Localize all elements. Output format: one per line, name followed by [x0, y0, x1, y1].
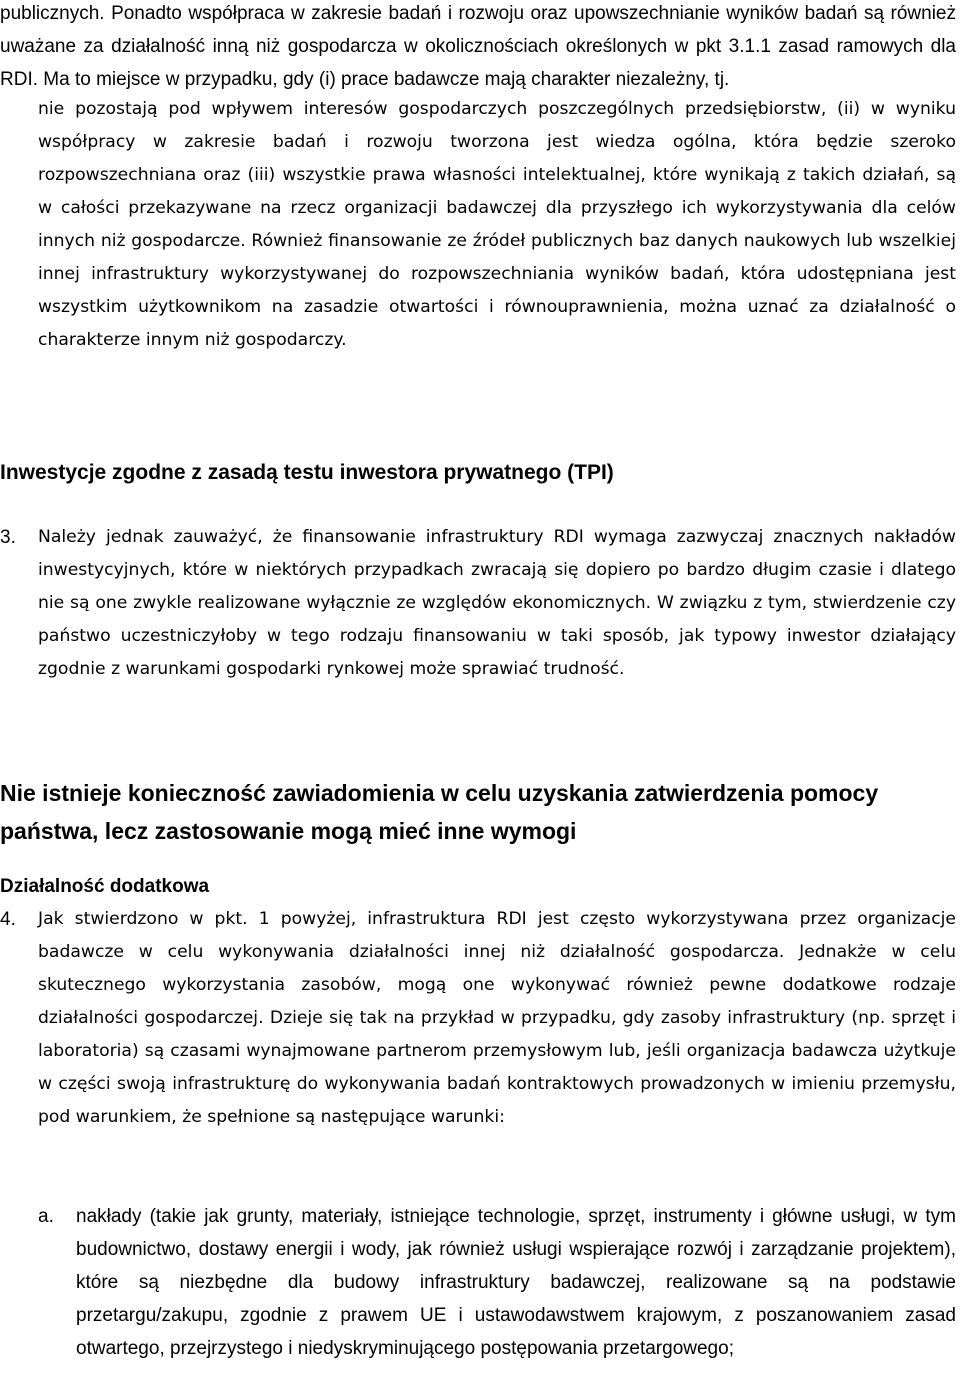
intro-continued-text: nie pozostają pod wpływem interesów gospodarczych poszczególnych przedsiębiorstw, (ii) w wyniku współpracy w zakresie badań i rozwoju tworzona jest wiedza ogólna, która będzie szeroko rozpowszechniana oraz (iii) wszystkie prawa własności intelektualnej, które wynikają z takich działań, są w całości przekazywane na rzecz organizacji badawczej dla przyszłego ich wykorzystywania dla celów innych niż gospodarcze. Również finansowanie ze źródeł publicznych baz danych naukowych lub wszelkiej innej infrastruktury wykorzystywanej do rozpowszechniania wyników badań, która udostępniana jest wszystkim użytkownikom na zasadzie otwartości i równouprawnienia, można uznać za działalność o charakterze innym niż gospodarczy. [38, 99, 956, 350]
section-heading-notification: Nie istnieje konieczność zawiadomienia w celu uzyskania zatwierdzenia pomocy państwa, lecz zastosowanie mogą mieć inne wymogi [0, 780, 879, 844]
paragraph-3 [38, 521, 956, 721]
intro-text: publicznych. Ponadto współpraca w zakresie badań i rozwoju oraz upowszechnianie wyników badań są również uważane za działalność inną niż gospodarcza w okolicznościach określonych w pkt 3.1.1 zasad ramowych dla RDI. Ma to miejsce w przypadku, gdy (i) prace badawcze mają charakter niezależny, tj. [0, 3, 956, 90]
intro-paragraph [0, 0, 956, 97]
list-item-a [76, 1200, 956, 1400]
paragraph-number-4: 4. [0, 909, 16, 930]
list-item-a-marker: a. [38, 1206, 54, 1227]
paragraph-4 [38, 903, 956, 1173]
paragraph-number-3: 3. [0, 527, 16, 548]
intro-continued-paragraph [38, 93, 956, 393]
list-item-a-text: nakłady (takie jak grunty, materiały, istniejące technologie, sprzęt, instrumenty i główne usługi, w tym budownictwo, dostawy energii i wody, jak również usługi wspierające rozwój i zarządzanie projektem), które są niezbędne dla budowy infrastruktury badawczej, realizowane są na podstawie przetargu/zakupu, zgodnie z prawem UE i ustawodawstwem krajowym, z poszanowaniem zasad otwartego, przejrzystego i niedyskryminującego postępowania przetargowego; [76, 1206, 956, 1359]
paragraph-4-text: Jak stwierdzono w pkt. 1 powyżej, infrastruktura RDI jest często wykorzystywana przez organizacje badawcze w celu wykonywania działalności innej niż działalność gospodarcza. Jednakże w celu skutecznego wykorzystania zasobów, mogą one wykonywać również pewne dodatkowe rodzaje działalności gospodarczej. Dzieje się tak na przykład w przypadku, gdy zasoby infrastruktury (np. sprzęt i laboratoria) są czasami wynajmowane partnerom przemysłowym lub, jeśli organizacja badawcza użytkuje w części swoją infrastrukturę do wykonywania badań kontraktowych prowadzonych w imieniu przemysłu, pod warunkiem, że spełnione są następujące warunki: [38, 909, 956, 1127]
paragraph-3-text: Należy jednak zauważyć, że finansowanie infrastruktury RDI wymaga zazwyczaj znacznych nakładów inwestycyjnych, które w niektórych przypadkach zwracają się dopiero po bardzo długim czasie i dlatego nie są one zwykle realizowane wyłącznie ze względów ekonomicznych. W związku z tym, stwierdzenie czy państwo uczestniczyłoby w tego rodzaju finansowaniu w taki sposób, jak typowy inwestor działający zgodnie z warunkami gospodarki rynkowej może sprawiać trudność. [38, 527, 956, 679]
section-heading-ancillary: Działalność dodatkowa [0, 876, 210, 897]
section-heading-tpi: Inwestycje zgodne z zasadą testu inwestora prywatnego (TPI) [0, 461, 614, 484]
